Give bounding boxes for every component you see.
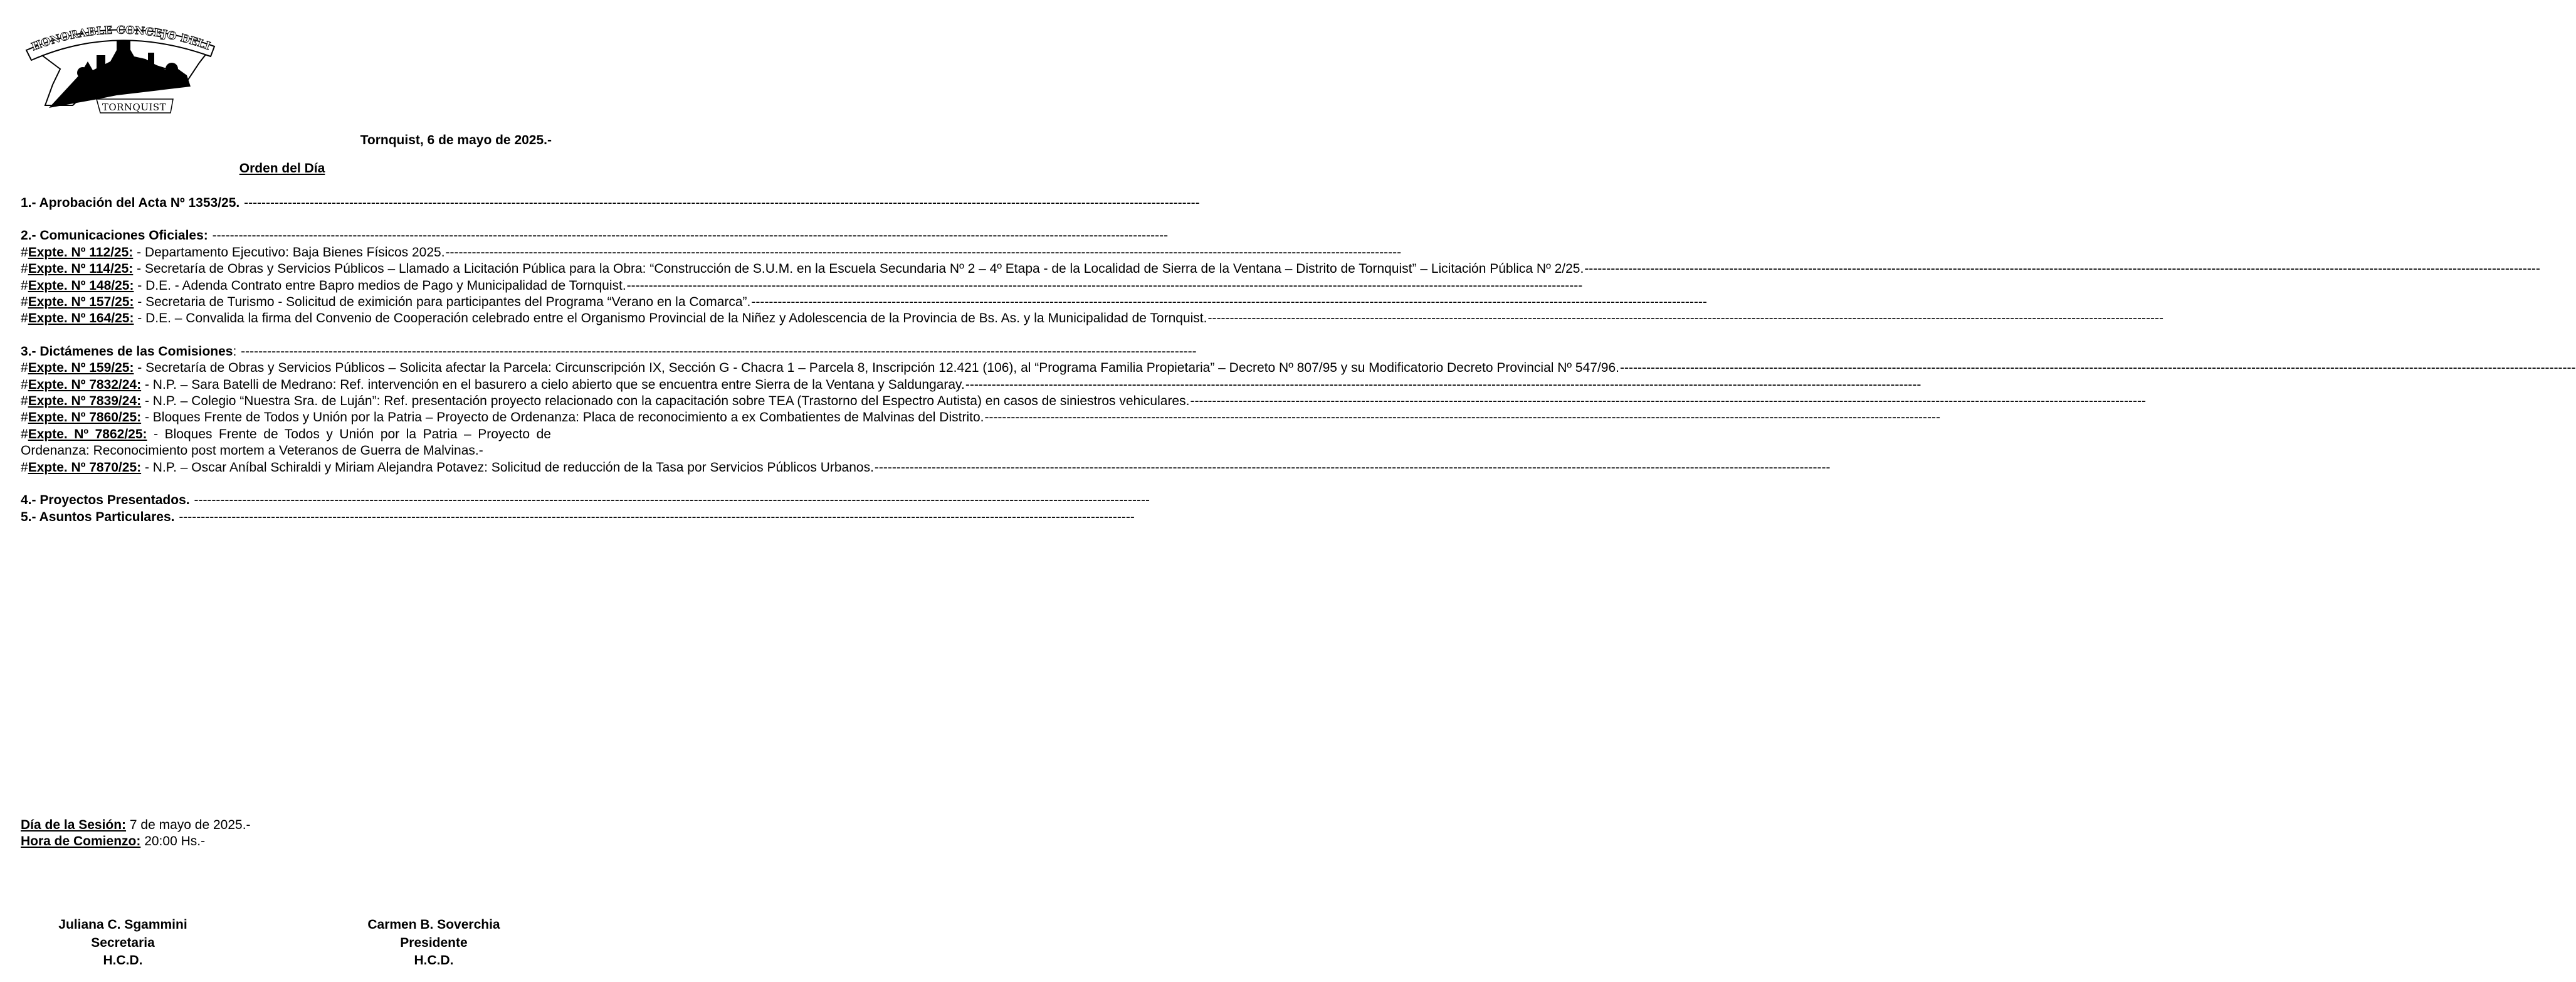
signer-name: Carmen B. Soverchia [367,917,500,932]
session-hour-value: 20:00 Hs.- [140,834,206,848]
signer-role: Secretaria [91,935,155,950]
signature-secretary [23,916,223,970]
svg-text:TORNQUIST: TORNQUIST [102,102,167,113]
agenda-body [21,195,1619,525]
signer-org: H.C.D. [414,953,454,968]
expediente-ref: Expte. Nº 7860/25: [28,410,142,425]
agenda-item-1 [21,195,551,211]
hcd-logo-graphic [23,25,218,119]
expediente-ref: Expte. Nº 7832/24: [28,377,142,392]
session-hour [21,833,251,850]
entry-hash: # [21,361,28,376]
session-day [21,817,251,833]
entry-hash: # [21,410,28,425]
item-1-heading: 1.- Aprobación del Acta Nº 1353/25. [21,196,240,210]
item-5-heading: 5.- Asuntos Particulares. [21,509,175,524]
expediente-entry [21,310,1207,327]
expediente-entry [21,278,626,294]
session-hour-label: Hora de Comienzo: [21,834,141,848]
agenda-item-3 [21,344,551,360]
expediente-entry [21,409,984,426]
expediente-entry [21,294,751,310]
document-date: Tornquist, 6 de mayo de 2025.- [360,133,552,147]
expediente-ref: Expte. Nº 112/25: [28,245,134,260]
expediente-ref: Expte. Nº 148/25: [28,278,134,293]
entry-hash: # [21,377,28,392]
expediente-text: - Departamento Ejecutivo: Baja Bienes Físicos 2025. [133,245,445,260]
expediente-entry [21,360,1619,376]
entry-hash: # [21,278,28,293]
entry-hash: # [21,261,28,277]
agenda-item-4 [21,492,551,509]
item-2-heading: 2.- Comunicaciones Oficiales: [21,228,208,243]
expediente-ref: Expte. Nº 164/25: [28,311,134,326]
entry-hash: # [21,460,28,475]
entry-hash: # [21,394,28,409]
expediente-text: - Secretaría de Obras y Servicios Públicos – Llamado a Licitación Pública para la Obra: “Construcción de S.U.M. en la Escuela Secundaria Nº 2 – 4º Etapa - de la Localidad de Sierra de la Ventana – Distrito de Tornquist” – Licitación Pública Nº 2/25. [133,261,1584,277]
signature-president [334,916,534,970]
hcd-logo [23,25,218,119]
expediente-entry [21,261,1584,277]
item-3-heading: 3.- Dictámenes de las Comisiones [21,344,233,359]
session-day-label: Día de la Sesión: [21,818,127,832]
svg-text:HONORABLE CONCEJO DELIBERANTE: HONORABLE CONCEJO DELI [29,25,213,54]
expediente-entry [21,377,965,393]
expediente-entry [21,426,551,460]
expediente-ref: Expte. Nº 114/25: [28,261,134,277]
item-3-colon: : [233,344,237,359]
expediente-ref: Expte. Nº 7870/25: [28,460,142,475]
signer-org: H.C.D. [103,953,143,968]
expediente-ref: Expte. Nº 7862/25: [28,426,147,441]
expediente-text: - N.P. – Oscar Aníbal Schiraldi y Miriam Alejandra Potavez: Solicitud de reducción de la Tasa por Servicios Públicos Urbanos. [141,460,874,475]
expediente-text: - D.E. - Adenda Contrato entre Bapro medios de Pago y Municipalidad de Tornquist. [134,278,626,293]
expediente-ref: Expte. Nº 159/25: [28,361,134,376]
entry-hash: # [21,295,28,310]
expediente-entry [21,393,1190,409]
entry-hash: # [21,311,28,326]
expediente-text: - Bloques Frente de Todos y Unión por la Patria – Proyecto de Ordenanza: Placa de reconocimiento a ex Combatientes de Malvinas del Distrito. [141,410,984,425]
item-4-heading: 4.- Proyectos Presentados. [21,493,190,508]
expediente-text: - Bloques Frente de Todos y Unión por la Patria – Proyecto de Ordenanza: Reconocimiento post mortem a Veteranos de Guerra de Malvinas.- [21,426,551,458]
expediente-entry [21,460,874,476]
session-day-value: 7 de mayo de 2025.- [126,818,251,832]
entry-hash: # [21,426,28,441]
expediente-text: - N.P. – Sara Batelli de Medrano: Ref. intervención en el basurero a cielo abierto que se encuentra entre Sierra de la Ventana y Saldungaray. [141,377,965,392]
document-title: Orden del Día [239,161,325,176]
signer-name: Juliana C. Sgammini [58,917,187,932]
expediente-entry [21,245,551,261]
entry-hash: # [21,245,28,260]
expediente-ref: Expte. Nº 157/25: [28,295,134,310]
signer-role: Presidente [400,935,468,950]
agenda-item-5 [21,509,551,525]
expediente-text: - N.P. – Colegio “Nuestra Sra. de Luján”: Ref. presentación proyecto relacionado con la capacitación sobre TEA (Trastorno del Espectro Autista) en casos de siniestros vehiculares. [141,394,1190,409]
agenda-item-2 [21,228,551,244]
expediente-text: - Secretaría de Obras y Servicios Públicos – Solicita afectar la Parcela: Circunscripción IX, Sección G - Chacra 1 – Parcela 8, Inscripción 12.421 (106), al “Programa Familia Propietaria” – Decreto Nº 807/95 y su Modificatorio Decreto Provincial Nº 547/96. [134,361,1619,376]
session-info [21,817,251,850]
expediente-text: - Secretaria de Turismo - Solicitud de eximición para participantes del Programa “Verano en la Comarca”. [134,295,751,310]
expediente-text: - D.E. – Convalida la firma del Convenio de Cooperación celebrado entre el Organismo Provincial de la Niñez y Adolescencia de la Provincia de Bs. As. y la Municipalidad de Tornquist. [134,311,1207,326]
expediente-ref: Expte. Nº 7839/24: [28,394,142,409]
